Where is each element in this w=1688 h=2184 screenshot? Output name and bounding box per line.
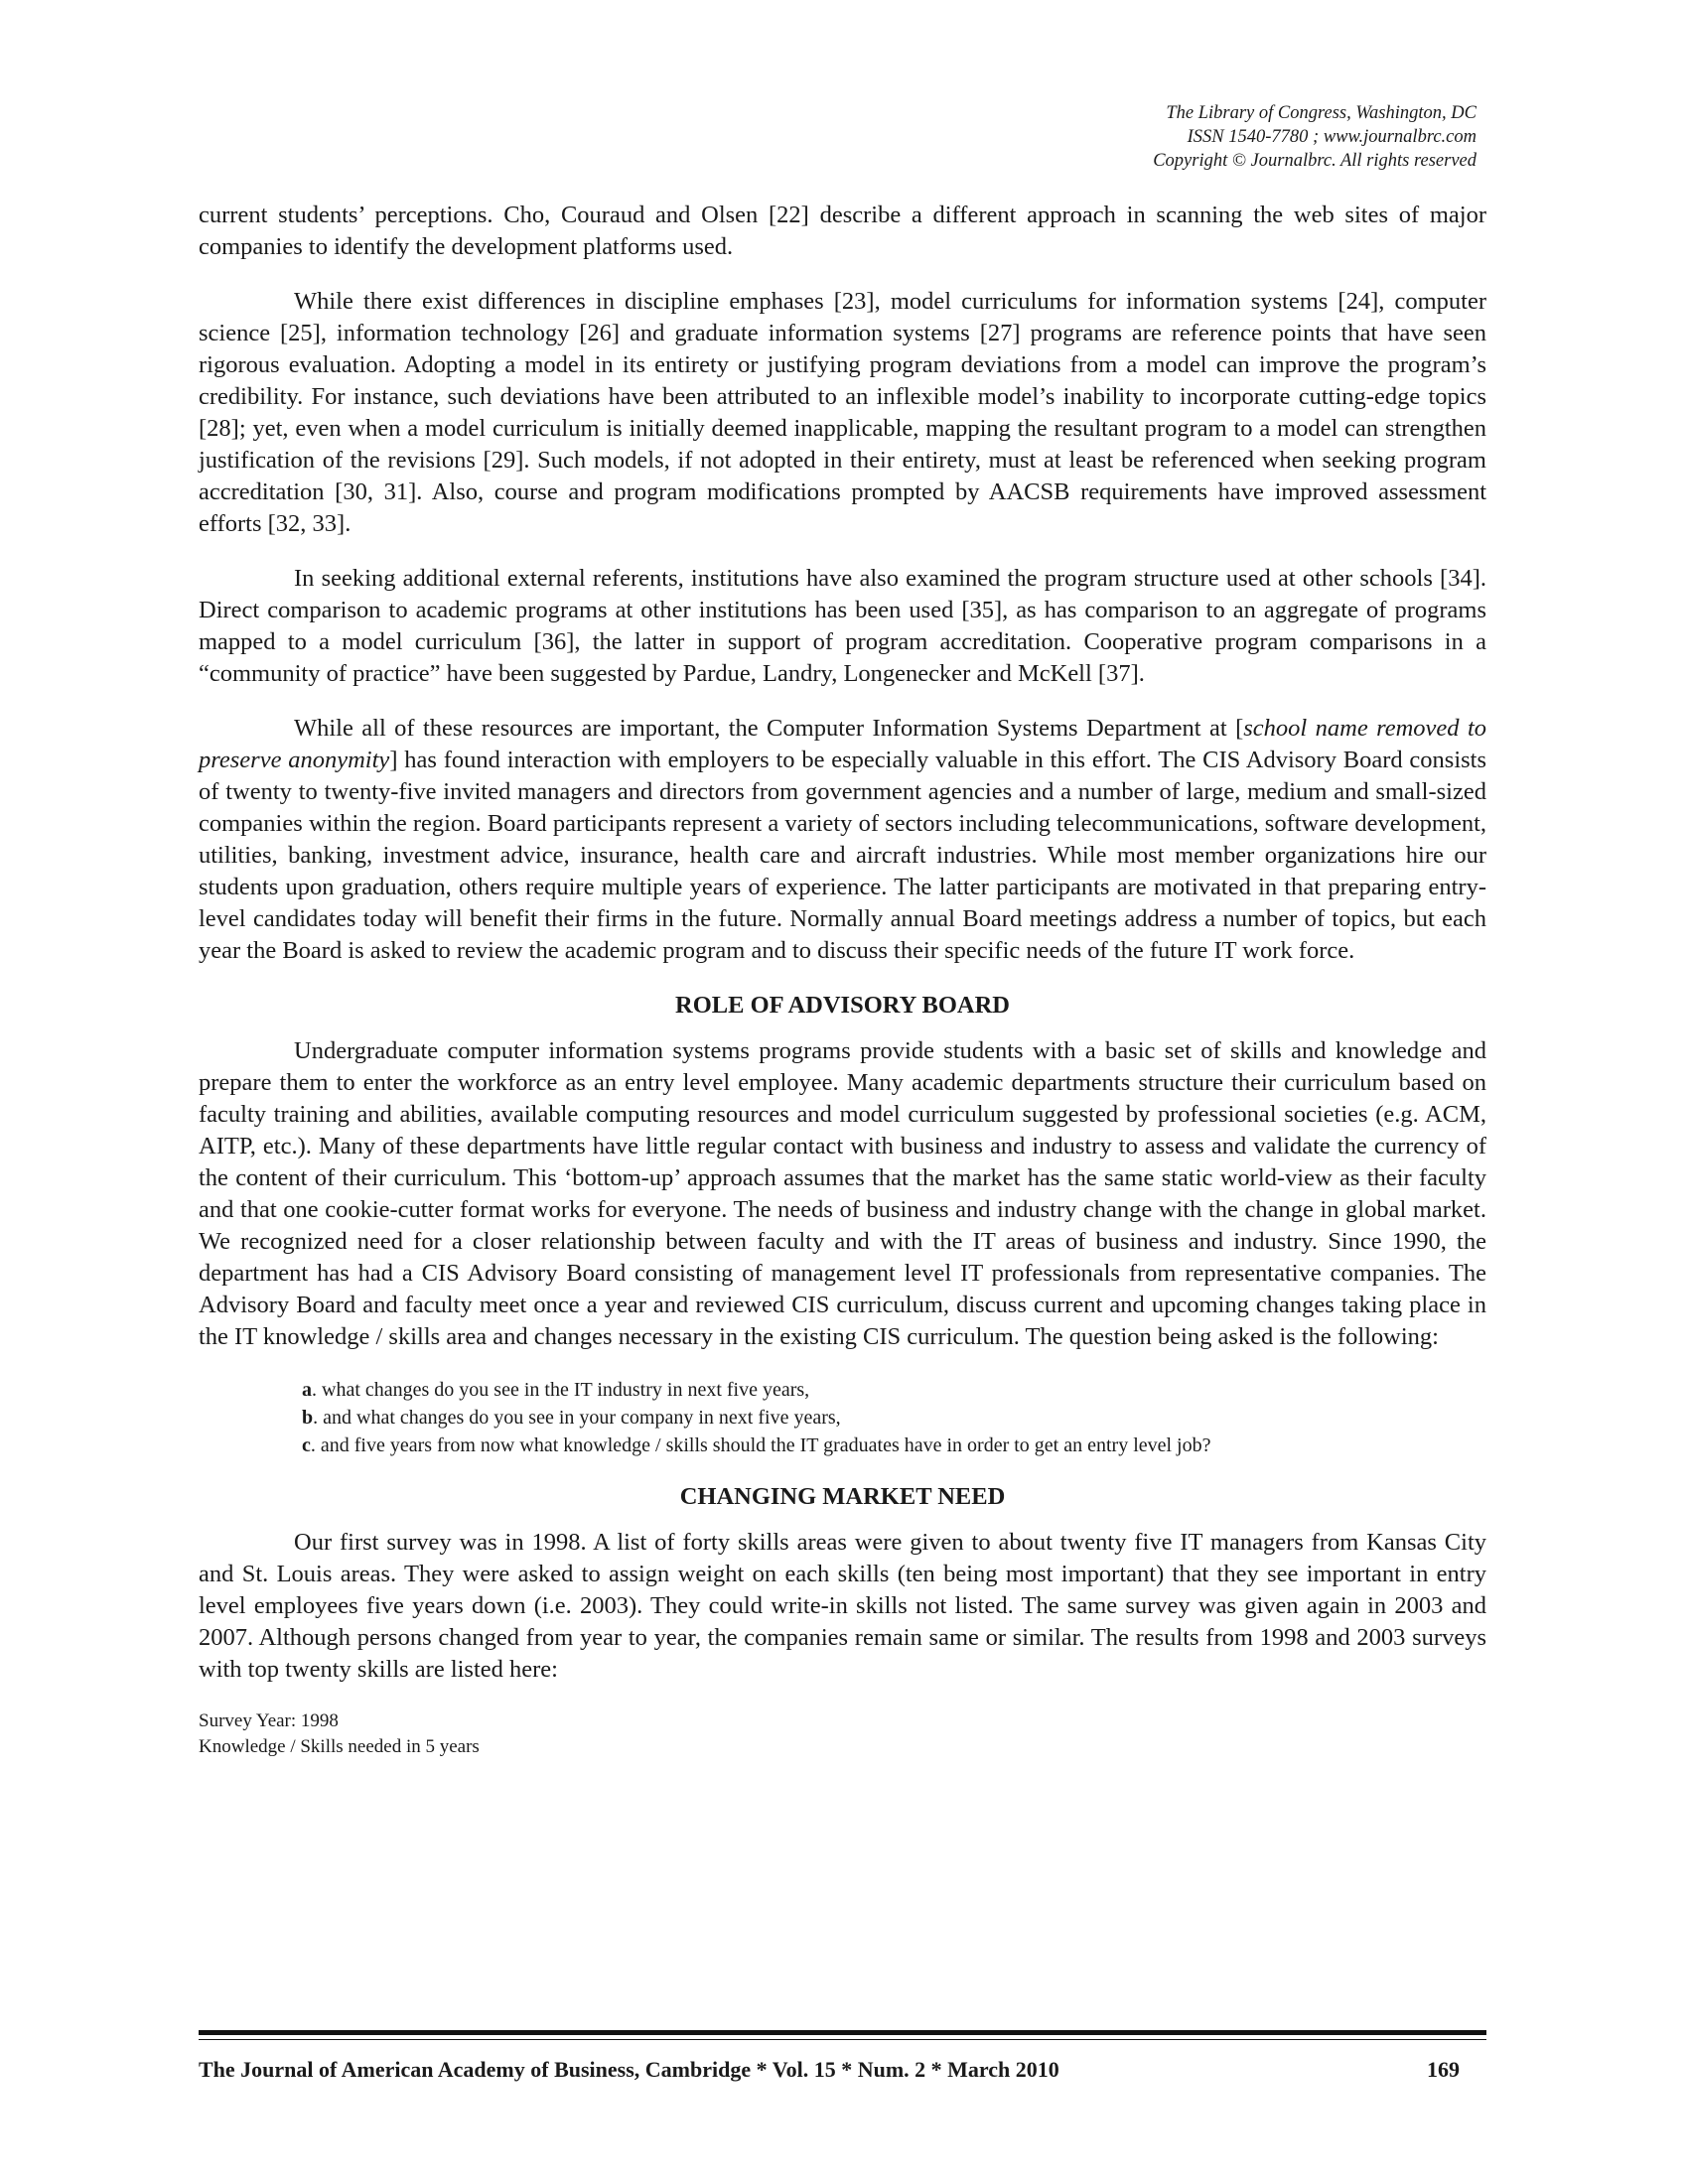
list-item-text: . and five years from now what knowledge / skills should the IT graduates have in order to get an entry level job? — [310, 1434, 1211, 1456]
list-item-letter: c — [302, 1434, 311, 1456]
paragraph-text: While all of these resources are important, the Computer Information Systems Department at [ — [294, 715, 1244, 742]
page-number: 169 — [1427, 2057, 1460, 2082]
paragraph-role-of-advisory-board: Undergraduate computer information systems programs provide students with a basic set of skills and knowledge and prepare them to enter the workforce as an entry level employee. Many academic departments structure their curriculum based on faculty training and abilities, available computing resources and model curriculum suggested by professional societies (e.g. ACM, AITP, etc.). Many of these departments have little regular contact with business and industry to assess and validate the currency of the content of their curriculum. This ‘bottom-up’ approach assumes that the market has the same static world-view as their faculty and that one cookie-cutter format works for everyone. The needs of business and industry change with the change in global market. We recognized need for a closer relationship between faculty and with the IT areas of business and industry. Since 1990, the department has had a CIS Advisory Board consisting of management level IT professionals from representative companies. The Advisory Board and faculty meet once a year and reviewed CIS curriculum, discuss current and upcoming changes taking place in the IT knowledge / skills area and changes necessary in the existing CIS curriculum. The question being asked is the following: — [199, 1037, 1486, 1350]
survey-year-label: Survey Year: 1998 — [199, 1710, 339, 1731]
paragraph-model-curriculums: While there exist differences in discipline emphases [23], model curriculums for information systems [24], computer science [25], information technology [26] and graduate information systems [27] programs are reference points that have seen rigorous evaluation. Adopting a model in its entirety or justifying program deviations from a model can improve the program’s credibility. For instance, such deviations have been attributed to an inflexible model’s inability to incorporate cutting-edge topics [28]; yet, even when a model curriculum is initially deemed inapplicable, mapping the resultant program to a model can strengthen justification of the revisions [29]. Such models, if not adopted in their entirety, must at least be referenced when seeking program accreditation [30, 31]. Also, course and program modifications prompted by AACSB requirements have improved assessment efforts [32, 33]. — [199, 288, 1486, 537]
footer-rule-thick — [199, 2030, 1486, 2035]
list-item-letter: a — [302, 1379, 312, 1401]
survey-questions-list — [199, 1376, 1486, 1459]
anonymized-school-name: school name removed to preserve anonymity — [199, 715, 1487, 773]
list-item-text: . what changes do you see in the IT industry in next five years, — [312, 1379, 810, 1401]
list-item — [302, 1376, 1486, 1404]
article-body — [199, 200, 1486, 1760]
list-item-letter: b — [302, 1407, 314, 1429]
section-heading-changing-market-need: CHANGING MARKET NEED — [679, 1483, 1006, 1510]
list-item — [302, 1432, 1486, 1459]
paragraph-advisory-board-intro — [199, 713, 1486, 967]
header-issn: ISSN 1540-7780 ; www.journalbrc.com — [1187, 127, 1477, 147]
survey-caption-block — [199, 1708, 1486, 1760]
paragraph-external-referents: In seeking additional external referents, institutions have also examined the program structure used at other schools [34]. Direct comparison to academic programs at other institutions has been used [35], as has comparison to an aggregate of programs mapped to a model curriculum [36], the latter in support of program accreditation. Cooperative program comparisons in a “community of practice” have been suggested by Pardue, Landry, Longenecker and McKell [37]. — [199, 565, 1486, 687]
footer-journal-citation: The Journal of American Academy of Business, Cambridge * Vol. 15 * Num. 2 * March 2010 — [199, 2057, 1059, 2082]
section-heading-role-of-advisory-board: ROLE OF ADVISORY BOARD — [675, 992, 1010, 1019]
header-copyright: Copyright © Journalbrc. All rights reserved — [1153, 151, 1477, 171]
list-item — [302, 1404, 1486, 1432]
paragraph-changing-market-need: Our first survey was in 1998. A list of forty skills areas were given to about twenty five IT managers from Kansas City and St. Louis areas. They were asked to assign weight on each skills (ten being most important) that they see important in entry level employees five years down (i.e. 2003). They could write-in skills not listed. The same survey was given again in 2003 and 2007. Although persons changed from year to year, the companies remain same or similar. The results from 1998 and 2003 surveys with top twenty skills are listed here: — [199, 1529, 1486, 1683]
list-item-text: . and what changes do you see in your company in next five years, — [313, 1407, 841, 1429]
running-header — [781, 101, 1477, 173]
header-library: The Library of Congress, Washington, DC — [1166, 103, 1477, 123]
paragraph-continued: current students’ perceptions. Cho, Couraud and Olsen [22] describe a different approach in scanning the web sites of major companies to identify the development platforms used. — [199, 202, 1486, 260]
survey-skills-caption: Knowledge / Skills needed in 5 years — [199, 1736, 480, 1757]
running-footer — [199, 2055, 1486, 2085]
footer-rule-thin — [199, 2039, 1486, 2040]
paragraph-text: ] has found interaction with employers to be especially valuable in this effort. The CIS Advisory Board consists of twenty to twenty-five invited managers and directors from government agencies and a number of large, medium and small-sized companies within the region. Board participants represent a variety of sectors including telecommunications, software development, utilities, banking, investment advice, insurance, health care and aircraft industries. While most member organizations hire our students upon graduation, others require multiple years of experience. The latter participants are motivated in that preparing entry-level candidates today will benefit their firms in the future. Normally annual Board meetings address a number of topics, but each year the Board is asked to review the academic program and to discuss their specific needs of the future IT work force. — [199, 747, 1487, 964]
